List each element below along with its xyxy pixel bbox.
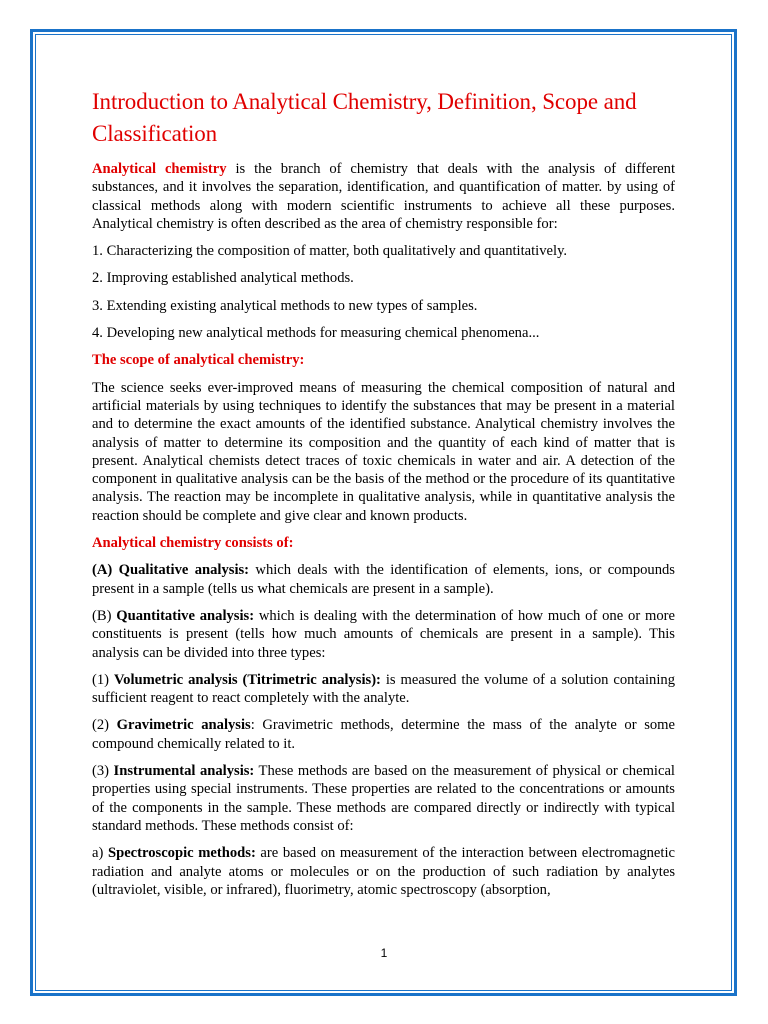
spectroscopic-label: Spectroscopic methods:: [107, 845, 256, 862]
intro-term: Analytical chemistry: [92, 161, 227, 177]
list-item: 2. Improving established analytical methods.: [92, 270, 354, 287]
volumetric-text: is measured the volume of a solution containing sufficient reagent to react completely with the analyte.: [92, 671, 675, 707]
gravimetric-label: Gravimetric analysis: [116, 717, 251, 734]
gravimetric-text: : Gravimetric methods, determine the mass of the analyte or some compound chemically related to it.: [92, 717, 675, 752]
quantitative-paragraph: [92, 607, 675, 662]
volumetric-paragraph: [92, 671, 675, 708]
volumetric-label: Volumetric analysis (Titrimetric analysis):: [113, 671, 381, 688]
qualitative-paragraph: [92, 561, 675, 598]
instrumental-paragraph: [92, 762, 675, 835]
list-item: 3. Extending existing analytical methods to new types of samples.: [92, 297, 478, 314]
volumetric-prefix: (1): [92, 671, 114, 688]
intro-paragraph: [92, 160, 675, 233]
quantitative-text: which is dealing with the determination of how much of one or more constituents is present (tells how much amounts of chemicals are present in a sample). This analysis can be divided into three types:: [92, 607, 675, 661]
list-item: 4. Developing new analytical methods for measuring chemical phenomena...: [92, 325, 540, 342]
gravimetric-paragraph: [92, 716, 675, 753]
qualitative-text: which deals with the identification of elements, ions, or compounds present in a sample (tells us what chemicals are present in a sample).: [92, 562, 675, 597]
scope-paragraph: The science seeks ever-improved means of measuring the chemical composition of natural and artificial materials by using techniques to identify the substances that may be present in a material and to determine the exact amounts of the identified substance. Analytical chemistry involves the analysis of matter to determine its composition and the quantity of each kind of matter that is present. Analytical chemists detect traces of toxic chemicals in water and air. A detection of the component in qualitative analysis can be the basis of the method or the procedure of its quantitative analysis. The reaction may be incomplete in qualitative analysis, while in quantitative analysis the reaction should be complete and give clear and known products.: [92, 379, 675, 524]
page-title: Introduction to Analytical Chemistry, Definition, Scope and Classification: [92, 89, 637, 146]
document-body: [92, 86, 675, 908]
spectroscopic-text: are based on measurement of the interaction between electromagnetic radiation and analyte atoms or molecules or on the production of such radiation by analytes (ultraviolet, visible, or infrared), fluorimetry, atomic spectroscopy (absorption,: [92, 845, 675, 898]
list-item: 1. Characterizing the composition of matter, both qualitatively and quantitatively.: [92, 243, 568, 260]
instrumental-label: Instrumental analysis:: [113, 763, 255, 780]
instrumental-text: These methods are based on the measurement of physical or chemical properties using special instruments. These properties are related to the concentrations or amounts of the components in the sample. These methods are compared directly or indirectly with typical standard methods. These methods consist of:: [92, 763, 675, 834]
page-number: 1: [380, 946, 388, 960]
quantitative-label: Quantitative analysis:: [116, 607, 255, 624]
quantitative-prefix: (B): [92, 607, 117, 624]
consists-heading: Analytical chemistry consists of:: [92, 535, 294, 552]
scope-heading: The scope of analytical chemistry:: [92, 352, 305, 369]
spectroscopic-prefix: a): [92, 845, 108, 862]
qualitative-label: (A) Qualitative analysis:: [92, 562, 250, 579]
instrumental-prefix: (3): [92, 763, 114, 780]
intro-text: is the branch of chemistry that deals with the analysis of different substances, and it involves the separation, identification, and quantification of matter. by using of classical methods along with modern scientific instruments to achieve all these purposes. Analytical chemistry is often described as the area of chemistry responsible for:: [92, 161, 676, 232]
spectroscopic-paragraph: [92, 844, 675, 899]
gravimetric-prefix: (2): [92, 717, 117, 734]
